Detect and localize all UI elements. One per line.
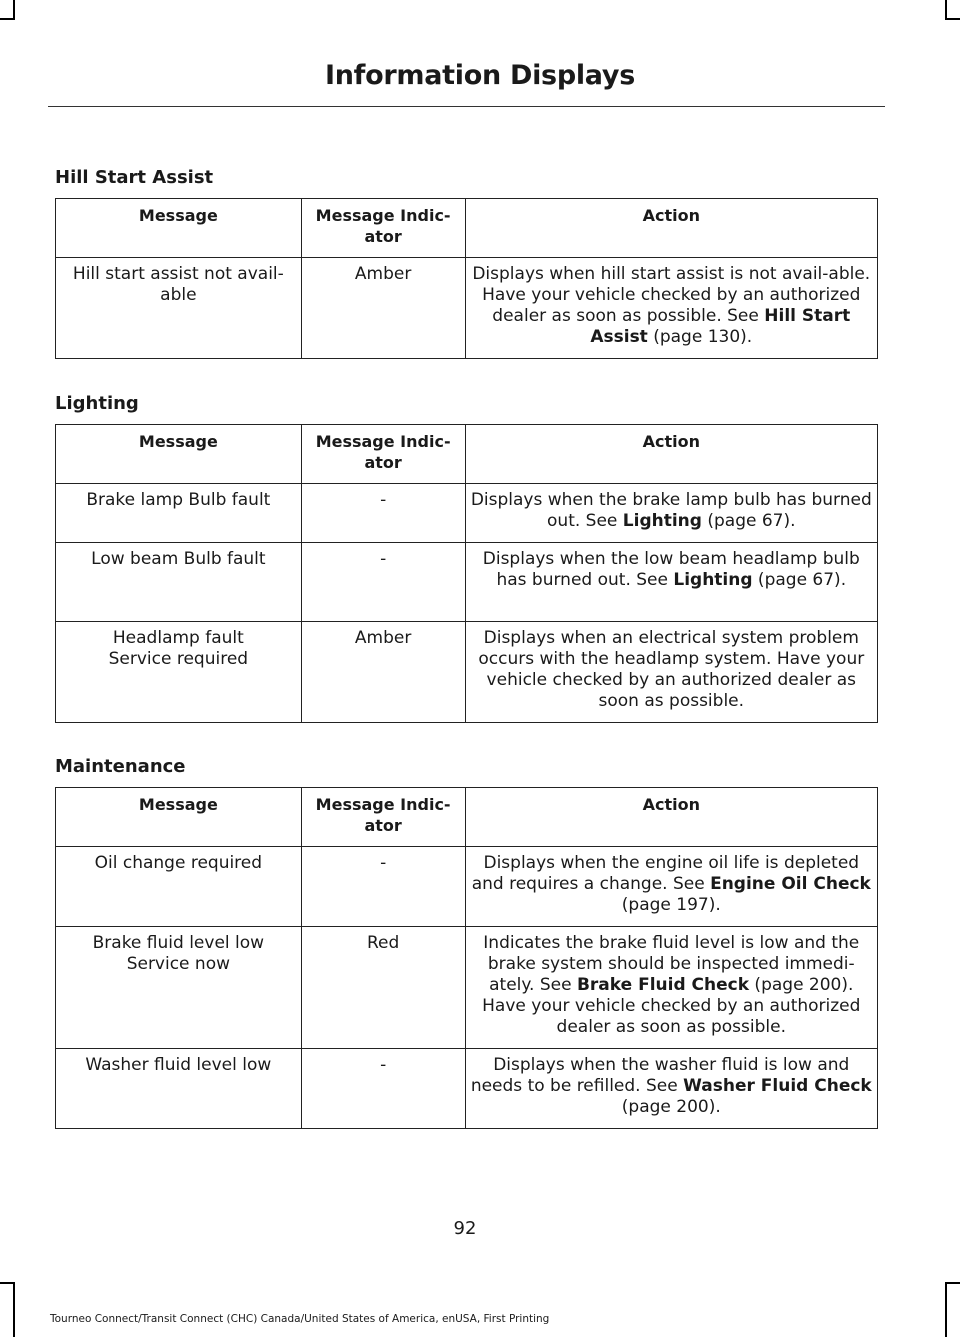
table-row xyxy=(56,484,878,543)
indicator-cell: - xyxy=(301,484,465,543)
maintenance-table xyxy=(55,787,878,1129)
crop-mark xyxy=(13,0,15,20)
table-header-row xyxy=(56,788,878,847)
crop-mark xyxy=(945,1282,960,1284)
page-reference-link: Engine Oil Check xyxy=(710,874,871,894)
message-cell: Brake fluid level low Service now xyxy=(56,927,302,1049)
indicator-cell: - xyxy=(301,1049,465,1129)
lighting-table xyxy=(55,424,878,723)
message-cell: Washer fluid level low xyxy=(56,1049,302,1129)
action-cell: Indicates the brake fluid level is low and the brake system should be inspected immedi-ately. See Brake Fluid Check (page 200). Have your vehicle checked by an authorized dealer as soon as possible. xyxy=(465,927,877,1049)
table-header-row xyxy=(56,199,878,258)
crop-mark xyxy=(0,1282,15,1284)
table-row xyxy=(56,847,878,927)
footer-text: Tourneo Connect/Transit Connect (CHC) Canada/United States of America, enUSA, First Printing xyxy=(50,1313,550,1325)
action-cell: Displays when an electrical system problem occurs with the headlamp system. Have your vehicle checked by an authorized dealer as soon as possible. xyxy=(465,622,877,723)
indicator-cell: Red xyxy=(301,927,465,1049)
message-cell: Headlamp fault Service required xyxy=(56,622,302,723)
column-header-message: Message xyxy=(56,199,302,258)
header-divider xyxy=(48,106,885,107)
column-header-action: Action xyxy=(465,788,877,847)
page-reference-link: Lighting xyxy=(622,511,702,531)
column-header-message: Message xyxy=(56,788,302,847)
column-header-action: Action xyxy=(465,425,877,484)
indicator-cell: - xyxy=(301,543,465,622)
column-header-indicator: Message Indic- ator xyxy=(301,425,465,484)
crop-mark xyxy=(945,0,947,20)
action-cell: Displays when the engine oil life is depleted and requires a change. See Engine Oil Check (page 197). xyxy=(465,847,877,927)
page-reference-link: Hill Start Assist xyxy=(590,306,851,347)
page-number: 92 xyxy=(453,1218,477,1239)
crop-mark xyxy=(13,1282,15,1337)
crop-mark xyxy=(945,18,960,20)
action-cell: Displays when hill start assist is not avail-able. Have your vehicle checked by an authorized dealer as soon as possible. See Hill Start Assist (page 130). xyxy=(465,258,877,359)
crop-mark xyxy=(0,18,15,20)
table-row xyxy=(56,1049,878,1129)
action-cell: Displays when the low beam headlamp bulb has burned out. See Lighting (page 67). xyxy=(465,543,877,622)
page-reference-link: Lighting xyxy=(673,570,753,590)
table-row xyxy=(56,258,878,359)
section-title-maintenance: Maintenance xyxy=(55,756,186,777)
message-cell: Brake lamp Bulb fault xyxy=(56,484,302,543)
section-title-lighting: Lighting xyxy=(55,393,139,414)
column-header-message: Message xyxy=(56,425,302,484)
page-header-title: Information Displays xyxy=(325,60,635,91)
indicator-cell: Amber xyxy=(301,258,465,359)
page-reference-link: Brake Fluid Check xyxy=(576,975,750,995)
table-row xyxy=(56,543,878,622)
action-cell: Displays when the brake lamp bulb has burned out. See Lighting (page 67). xyxy=(465,484,877,543)
column-header-action: Action xyxy=(465,199,877,258)
hill-start-assist-table xyxy=(55,198,878,359)
message-cell: Hill start assist not avail- able xyxy=(56,258,302,359)
indicator-cell: - xyxy=(301,847,465,927)
action-cell: Displays when the washer fluid is low and needs to be refilled. See Washer Fluid Check (page 200). xyxy=(465,1049,877,1129)
section-title-hill-start-assist: Hill Start Assist xyxy=(55,167,214,188)
table-row xyxy=(56,622,878,723)
column-header-indicator: Message Indic- ator xyxy=(301,788,465,847)
page-reference-link: Washer Fluid Check xyxy=(683,1076,872,1096)
message-cell: Low beam Bulb fault xyxy=(56,543,302,622)
crop-mark xyxy=(945,1282,947,1337)
indicator-cell: Amber xyxy=(301,622,465,723)
column-header-indicator: Message Indic- ator xyxy=(301,199,465,258)
table-row xyxy=(56,927,878,1049)
message-cell: Oil change required xyxy=(56,847,302,927)
table-header-row xyxy=(56,425,878,484)
